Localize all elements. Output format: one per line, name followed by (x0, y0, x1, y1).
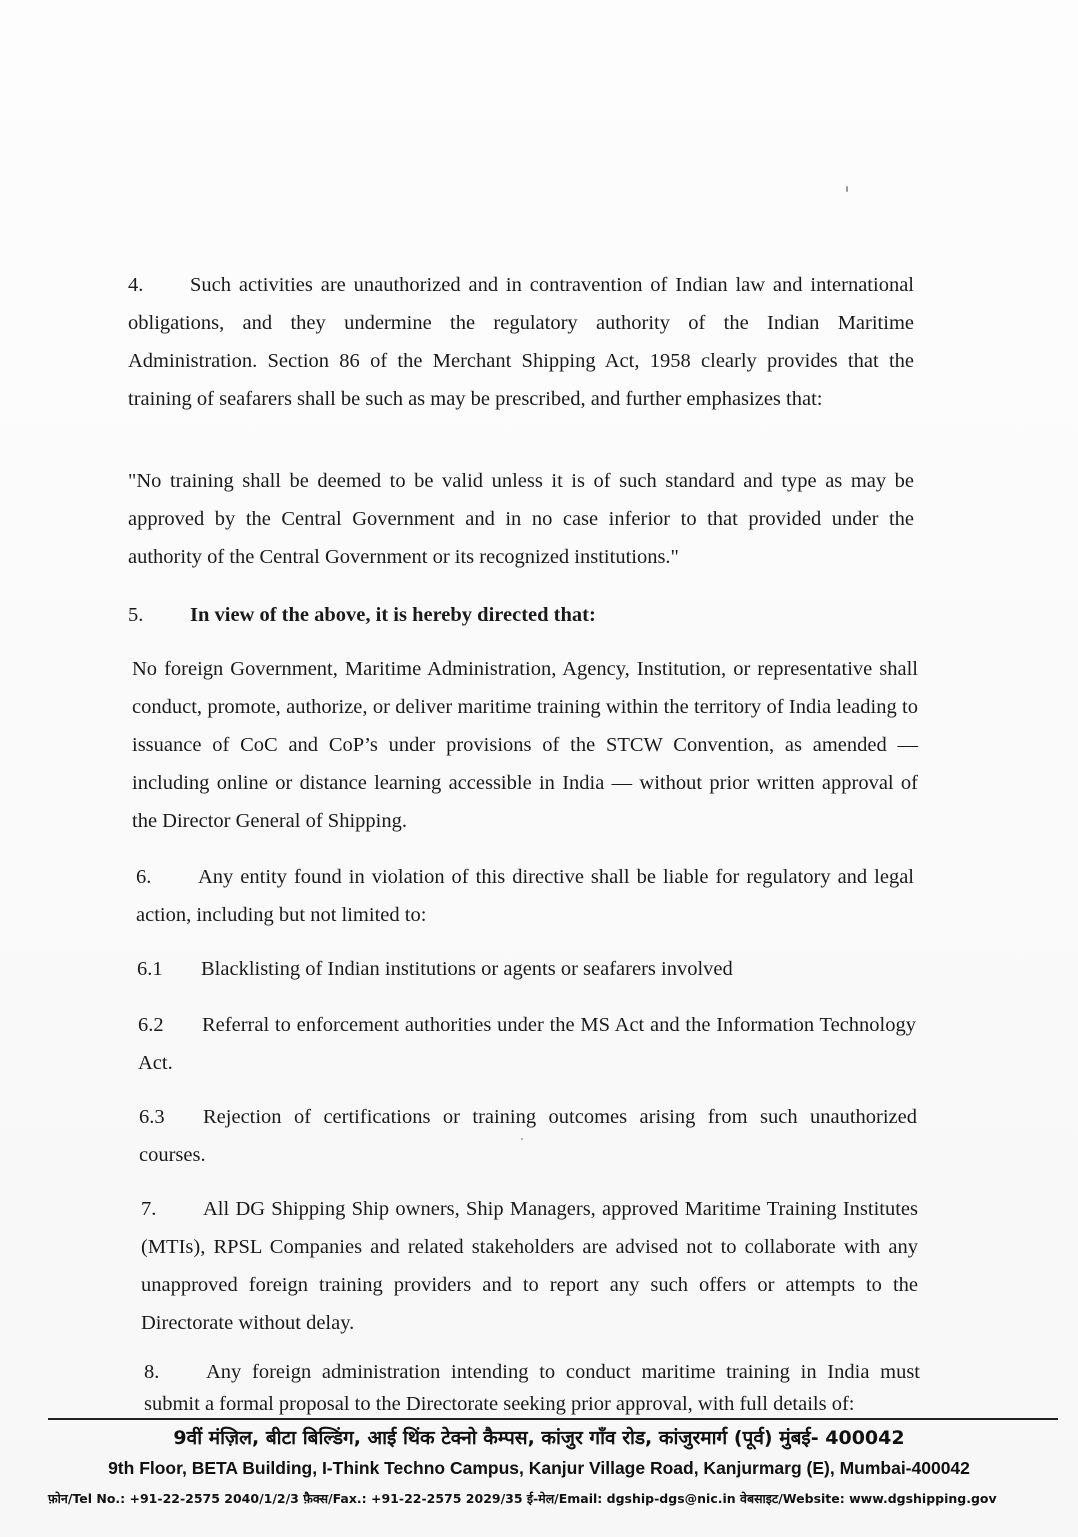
paragraph-4 (128, 266, 914, 418)
directive-heading: In view of the above, it is hereby directed that: (190, 604, 596, 626)
paragraph-6 (136, 858, 914, 934)
paragraph-5 (132, 650, 918, 840)
paragraph-8 (144, 1356, 920, 1420)
item-text: Blacklisting of Indian institutions or agents or seafarers involved (201, 958, 733, 980)
item-text: Rejection of certifications or training outcomes arising from such unauthorized courses. (139, 1106, 917, 1166)
scan-speck (846, 186, 848, 192)
paragraph-number: 8. (144, 1361, 160, 1383)
footer-address-hindi: 9वीं मंज़िल, बीटा बिल्डिंग, आई थिंक टेक्नो कैम्पस, कांजुर गाँव रोड, कांजुरमार्ग (पूर्व) मुंबई- 400042 (173, 1427, 905, 1449)
quotation (128, 462, 914, 576)
list-item-6-1 (137, 950, 915, 988)
paragraph-text: Such activities are unauthorized and in contravention of Indian law and international obligations, and they undermine the regulatory authority of the Indian Maritime Administration. Section 86 of the Merchant Shipping Act, 1958 clearly provides that the training of seafarers shall be such as may be prescribed, and further emphasizes that: (128, 274, 914, 410)
paragraph-5-heading (128, 596, 914, 634)
item-number: 6.2 (138, 1014, 164, 1036)
item-number: 6.3 (139, 1106, 165, 1128)
footer-contact-line: फ़ोन/Tel No.: +91-22-2575 2040/1/2/3 फ़ैक्स/Fax.: +91-22-2575 2029/35 ई-मेल/Email: dgship-dgs@nic.in वेबसाइट/Website: www.dgshipping.gov (48, 1491, 997, 1506)
list-item-6-2 (138, 1006, 916, 1082)
list-item-6-3 (139, 1098, 917, 1174)
item-number: 6.1 (137, 958, 163, 980)
paragraph-7 (141, 1190, 918, 1342)
paragraph-number: 5. (128, 604, 144, 626)
paragraph-text: No foreign Government, Maritime Administration, Agency, Institution, or representative shall conduct, promote, authorize, or deliver maritime training within the territory of India leading to issuance of CoC and CoP’s under provisions of the STCW Convention, as amended — including online or distance learning accessible in India — without prior written approval of the Director General of Shipping. (132, 658, 918, 832)
paragraph-text: Any foreign administration intending to conduct maritime training in India must submit a formal proposal to the Directorate seeking prior approval, with full details of: (144, 1361, 920, 1415)
paragraph-text: Any entity found in violation of this directive shall be liable for regulatory and legal action, including but not limited to: (136, 866, 914, 926)
footer-address-english: 9th Floor, BETA Building, I-Think Techno Campus, Kanjur Village Road, Kanjurmarg (E), Mumbai-400042 (108, 1458, 970, 1478)
paragraph-number: 4. (128, 274, 144, 296)
paragraph-number: 7. (141, 1198, 157, 1220)
footer-divider (48, 1418, 1058, 1420)
paragraph-text: All DG Shipping Ship owners, Ship Managers, approved Maritime Training Institutes (MTIs), RPSL Companies and related stakeholders are advised not to collaborate with any unapproved foreign training providers and to report any such offers or attempts to the Directorate without delay. (141, 1198, 918, 1334)
quotation-text: "No training shall be deemed to be valid unless it is of such standard and type as may be approved by the Central Government and in no case inferior to that provided under the authority of the Central Government or its recognized institutions." (128, 470, 914, 568)
item-text: Referral to enforcement authorities under the MS Act and the Information Technology Act. (138, 1014, 916, 1074)
paragraph-number: 6. (136, 866, 152, 888)
